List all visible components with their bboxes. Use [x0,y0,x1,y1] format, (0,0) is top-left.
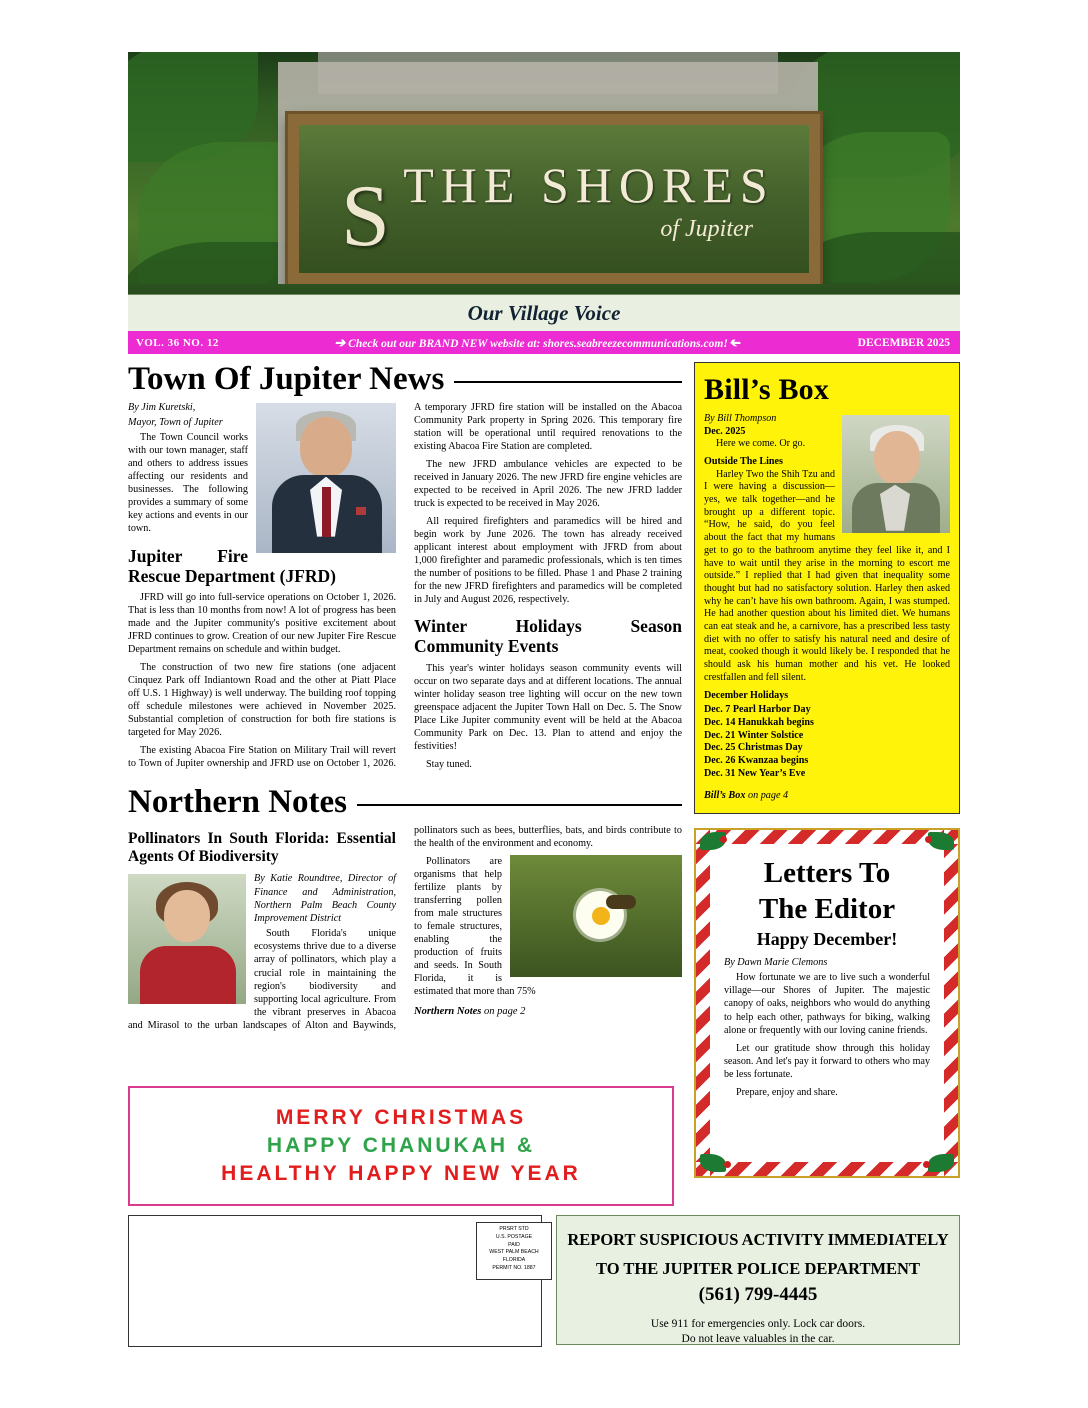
northern-notes-heading [128,785,682,820]
bills-box-p1: Here we come. Or go. [716,438,806,450]
author-photo-roundtree [128,874,246,1004]
police-note-2: Do not leave valuables in the car. [681,1333,835,1345]
town-news-heading [128,362,682,397]
permit-line-2: U.S. POSTAGE [495,1233,533,1240]
jfrd-p2: The construction of two new fire stations (one adjacent Cinquez Park off Indiantown Road and the other at Piatt Place off U.S. 1 Highway) is well underway. The building roof topping off schedule milestones were achieved in November 2025. Substantial completion of construction for both fire stations is targeted for May 2026. [128,662,396,739]
permit-line-1: PRSRT STD [499,1226,529,1232]
town-news-byline-2: Mayor, Town of Jupiter [128,416,223,428]
bills-continued-label: Bill’s Box [704,790,746,802]
website-promo-text: Check out our BRAND NEW website at: shores.seabreezecommunications.com! [348,337,728,350]
pollinators-p1: South Florida's unique ecosystems thrive due to a diverse array of pollinators, which play a crucial role in maintaining the region's biodiversity and supporting local agriculture. From the vibrant preserves in Abacoa and Mirasol to the urban landscapes of Alton and Baywinds, pollinators such as bees, butterflies, bats, and birds contribute to the health of the environment and economy. [128,824,682,1031]
holiday-item: Dec. 21 Winter Solstice [704,729,804,741]
arrow-right-icon: ➔ [334,334,346,350]
bills-box-month: Dec. 2025 [704,425,746,437]
jfrd-p5: All required firefighters and paramedics will be hired and begin work by June 2026. The town has already received applicant interest about employment with JFRD from about 1,000 firefighter and paramedic professionals, which is ten times the number of positions to be filled. Phase 1 and Phase 2 training for the new JFRD firefighters and paramedics will be completed in July and August 2026, respectively. [414,516,682,606]
jfrd-heading: Jupiter Fire Rescue Department (JFRD) [128,545,336,586]
holiday-item: Dec. 26 Kwanzaa begins [704,755,809,767]
jfrd-p1: JFRD will go into full-service operations on October 1, 2026. That is less than 10 months from now! A lot of progress has been made and the Jupiter community's positive excitement about JFRD continues to grow. Creation of our new Jupiter Fire Rescue Department remains on schedule and within budget. [128,591,396,655]
letters-p3: Prepare, enjoy and share. [736,1087,838,1099]
volume-number: VOL. 36 NO. 12 [136,336,219,349]
greeting-line-1: MERRY CHRISTMAS [275,1106,527,1129]
december-holidays-heading: December Holidays [704,689,789,701]
bills-box [694,362,960,814]
greeting-line-2: HAPPY CHANUKAH & [266,1134,536,1157]
masthead-title: THE SHORES [403,156,775,213]
website-promo[interactable] [276,335,800,351]
town-news-heading-text: Town Of Jupiter News [128,361,445,397]
volume-bar [128,331,960,354]
holiday-item: Dec. 7 Pearl Harbor Day [704,704,811,716]
heading-rule [454,381,682,383]
holiday-item: Dec. 31 New Year’s Eve [704,767,806,779]
northern-notes-continued [414,1005,682,1018]
winter-heading: Winter Holidays Season Community Events [414,616,682,657]
letters-subtitle: Happy December! [756,928,898,949]
left-column [128,362,682,1032]
holiday-item: Dec. 25 Christmas Day [704,742,803,754]
permit-line-3: PAID [508,1241,520,1248]
bills-box-continued [704,790,950,803]
continued-page: on page 2 [484,1006,526,1018]
arrow-left-icon: ➔ [730,334,742,350]
bee-flower-photo [510,855,682,977]
police-note-1: Use 911 for emergencies only. Lock car doors. [650,1318,866,1330]
mayor-photo [256,403,396,553]
letters-title-2: The Editor [758,892,896,925]
jfrd-p4: The new JFRD ambulance vehicles are expected to be received in January 2026. The new JFRD fire engine vehicles are expected to be received in April 2026. The new JFRD ladder truck is expected to be received in May 2026. [414,458,682,509]
permit-line-6: PERMIT NO. 1887 [492,1264,536,1271]
permit-line-4: WEST PALM BEACH [489,1249,539,1256]
town-news-byline-1: By Jim Kuretski, [128,401,196,413]
holiday-item: Dec. 14 Hanukkah begins [704,716,814,728]
community-sign [288,114,820,284]
pollinators-p2: Pollinators are organisms that help fertilize plants by transferring pollen from male structures to female structures, enabling the production of fruits and seeds. In South Florida, it is estimated that more than 75% [414,855,536,998]
bills-box-byline: By Bill Thompson [704,412,777,424]
masthead-subtitle: of Jupiter [660,215,753,242]
bills-continued-page: on page 4 [747,790,789,802]
police-line-2: TO THE JUPITER POLICE DEPARTMENT [596,1259,920,1278]
letters-byline: By Dawn Marie Clemons [724,956,828,968]
heading-rule-2 [357,804,682,806]
bills-box-title: Bill’s Box [704,373,830,406]
northern-notes-heading-text: Northern Notes [128,784,348,821]
police-notice-box [556,1215,960,1345]
bills-box-p2: Harley Two the Shih Tzu and I were having a discussion—yes, we talk together—and he brought up a different topic. “How, he said, do you feel about the fact that my humans get to go to the bathroom anytime they feel like it, and I have to wait until they arise in the morning to escort me outside.” I replied that I had given that inequality some thought but had no satisfactory solution. Harley then asked why he can’t have his own bathroom. Again, I was stumped. He had another question about his limited diet. We humans can eat steak and he, a carnivore, has a prescribed less tasty diet with no offer to satisfy his natural need and desire of meat, cooked though it would likely be. I responded that he should ask his human mother and his vet. He looked crestfallen and fell silent. [704,468,950,683]
continued-label: Northern Notes [414,1006,482,1018]
holiday-greeting-banner [128,1086,674,1206]
letters-p1: How fortunate we are to live such a wonderful village—our Shores of Jupiter. The majestic canopy of oaks, neighbors who would do anything to help each other, pathways for biking, walking alone or frequently with our loving canine friends. [724,972,930,1036]
letters-title-1: Letters To [763,857,891,890]
shores-monogram: S [341,167,390,265]
town-news-body [128,401,682,774]
pollinators-byline: By Katie Roundtree, Director of Finance and Administration, Northern Palm Beach County Improvement District [254,873,396,925]
greeting-line-3: HEALTHY HAPPY NEW YEAR [221,1162,581,1185]
jfrd-p3: The existing Abacoa Fire Station on Military Trail will revert to Town of Jupiter ownership and JFRD use on October 1, 2026. A temporary JFRD fire station will be installed on the Abacoa Community Park property in Spring 2026. This temporary fire station will be operational until required renovations to the existing Abacoa Fire Station are completed. [128,401,682,770]
issue-date: DECEMBER 2025 [857,336,950,349]
holiday-list [704,704,950,780]
pollinators-title: Pollinators In South Florida: Essential Agents Of Biodiversity [128,829,396,866]
candy-cane-frame [696,830,958,1176]
bills-box-subhead: Outside The Lines [704,455,783,467]
police-phone: (561) 799-4445 [698,1284,818,1305]
tagline-bar: Our Village Voice [128,294,960,332]
masthead-banner [128,52,960,330]
permit-line-5: FLORIDA [502,1257,526,1264]
letters-p2: Let our gratitude show through this holiday season. And let's pay it forward to others who may be less fortunate. [724,1042,930,1080]
winter-p2: Stay tuned. [426,758,472,770]
northern-notes-body [128,824,682,1032]
author-photo-thompson [842,415,950,533]
police-line-1: REPORT SUSPICIOUS ACTIVITY IMMEDIATELY [567,1230,949,1249]
winter-p1: This year's winter holidays season community events will occur on two separate days and at different locations. The annual winter holiday season tree lighting will occur on the new town greenspace adjacent the Jupiter Town Hall on Dec. 5. The Snow Place Like Jupiter community event will be held at the Abacoa Community Park on Dec. 13. Plan to attend and enjoy the festivities! [414,662,682,752]
right-column [694,362,960,1178]
postage-permit-stamp [476,1222,552,1280]
town-news-intro: The Town Council works with our town manager, staff and others to address issues affecting our residents and businesses. The following provides a summary of some key actions and events in our town. [128,432,248,535]
letters-to-editor-box [694,828,960,1178]
